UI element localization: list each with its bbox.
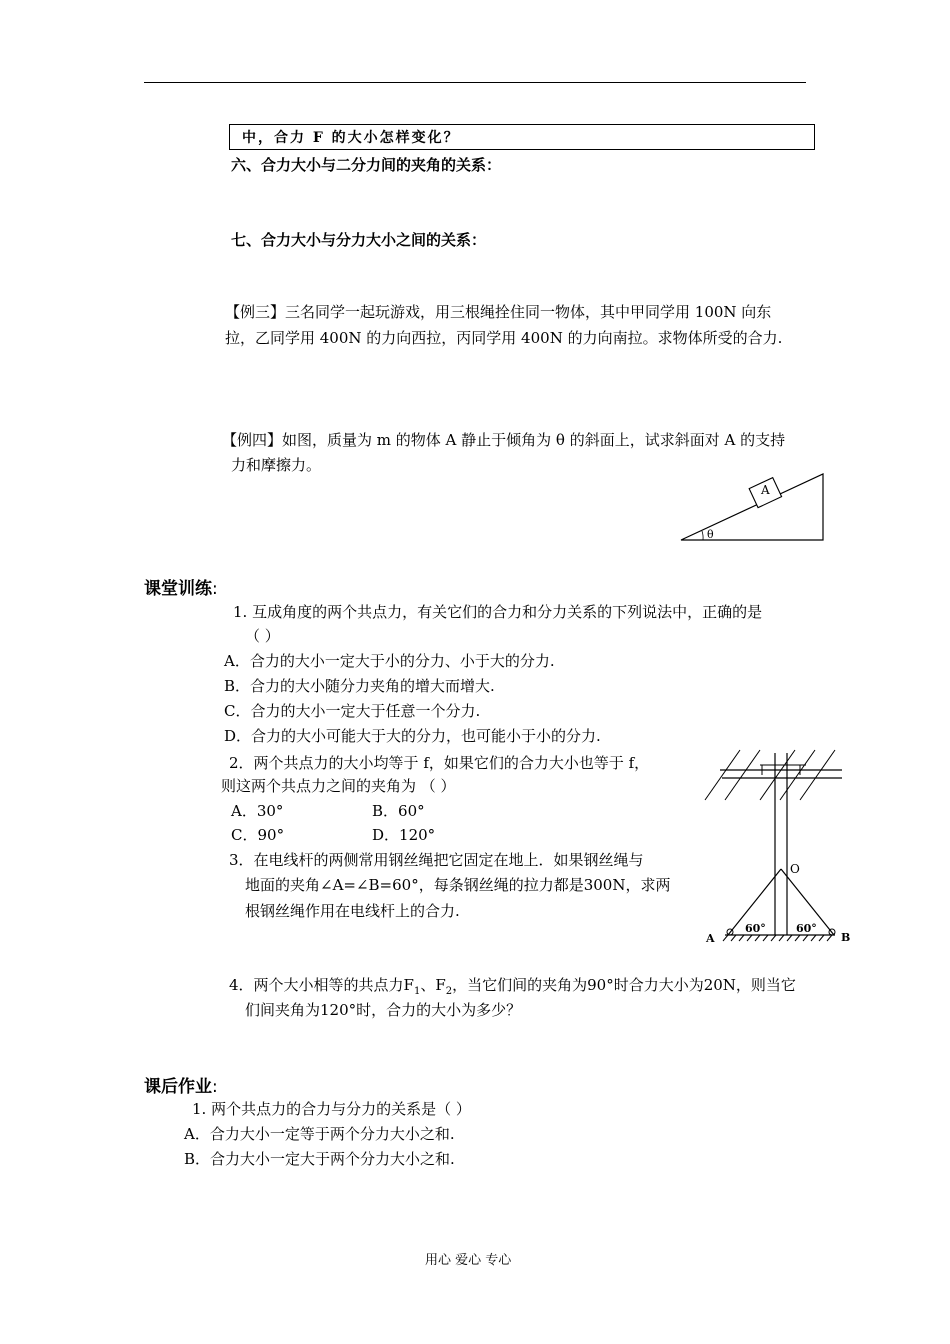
homework-q1-option-a: A．合力大小一定等于两个分力大小之和. — [184, 1125, 455, 1143]
boxed-question-text: 中，合力 F 的大小怎样变化？ — [242, 130, 460, 146]
pole-point-b: B — [841, 931, 851, 944]
q1-option-c: C．合力的大小一定大于任意一个分力. — [224, 702, 481, 720]
incline-figure — [676, 470, 828, 546]
q2-stem-line2: 则这两个共点力之间的夹角为 （ ） — [221, 777, 456, 795]
q2-option-b: B．60° — [372, 802, 425, 820]
q1-option-a: A．合力的大小一定大于小的分力、小于大的分力. — [224, 652, 555, 670]
pole-angle-left: 60° — [745, 922, 766, 935]
example-4-line2: 力和摩擦力。 — [231, 456, 322, 474]
q1-option-b: B．合力的大小随分力夹角的增大而增大. — [224, 677, 495, 695]
angle-arc — [702, 531, 703, 540]
example-3-line1: 【例三】三名同学一起玩游戏，用三根绳拴住同一物体，其中甲同学用 100N 向东 — [225, 303, 772, 321]
q3-stem-line2: 地面的夹角∠A=∠B=60°，每条钢丝绳的拉力都是300N，求两 — [245, 876, 671, 894]
incline-triangle — [681, 474, 823, 540]
header-rule — [144, 82, 806, 83]
block-label: A — [761, 483, 770, 497]
section-6-heading: 六、合力大小与二分力间的夹角的关系： — [231, 156, 502, 174]
example-4-line1: 【例四】如图，质量为 m 的物体 A 静止于倾角为 θ 的斜面上，试求斜面对 A 的支持 — [222, 431, 786, 449]
q1-stem-line2: （ ） — [245, 627, 280, 645]
q2-option-c: C．90° — [231, 826, 285, 844]
q1-option-d: D．合力的大小可能大于大的分力，也可能小于小的分力. — [224, 727, 601, 745]
pole-angle-right: 60° — [796, 922, 817, 935]
classwork-title: 课堂训练: — [144, 579, 218, 599]
pole-figure — [700, 745, 860, 950]
section-7-heading: 七、合力大小与分力大小之间的关系： — [231, 231, 487, 249]
q1-stem-line1: 1. 互成角度的两个共点力，有关它们的合力和分力关系的下列说法中，正确的是 — [233, 603, 763, 621]
q2-option-d: D．120° — [372, 826, 436, 844]
q3-stem-line3: 根钢丝绳作用在电线杆上的合力. — [245, 902, 460, 920]
homework-title: 课后作业: — [144, 1077, 218, 1097]
q3-stem-line1: 3．在电线杆的两侧常用钢丝绳把它固定在地上．如果钢丝绳与 — [229, 851, 644, 869]
q2-stem-line1: 2．两个共点力的大小均等于 f，如果它们的合力大小也等于 f， — [229, 754, 650, 772]
pole-point-a: A — [706, 932, 715, 945]
q4-stem-line2: 们间夹角为120°时，合力的大小为多少？ — [245, 1001, 522, 1019]
q2-option-a: A．30° — [231, 802, 284, 820]
example-3-line2: 拉，乙同学用 400N 的力向西拉，丙同学用 400N 的力向南拉。求物体所受的合力. — [225, 329, 783, 347]
homework-q1: 1. 两个共点力的合力与分力的关系是（ ） — [192, 1100, 471, 1118]
homework-q1-option-b: B．合力大小一定大于两个分力大小之和. — [184, 1150, 455, 1168]
boxed-question — [229, 124, 815, 150]
page-footer: 用心 爱心 专心 — [425, 1253, 512, 1268]
angle-label: θ — [707, 528, 714, 541]
pole-point-o: O — [790, 862, 800, 876]
q4-stem-line1: 4．两个大小相等的共点力$F_1$、$F_2$，当它们间的夹角为90°时合力大小为20N，则当它 — [229, 976, 796, 997]
